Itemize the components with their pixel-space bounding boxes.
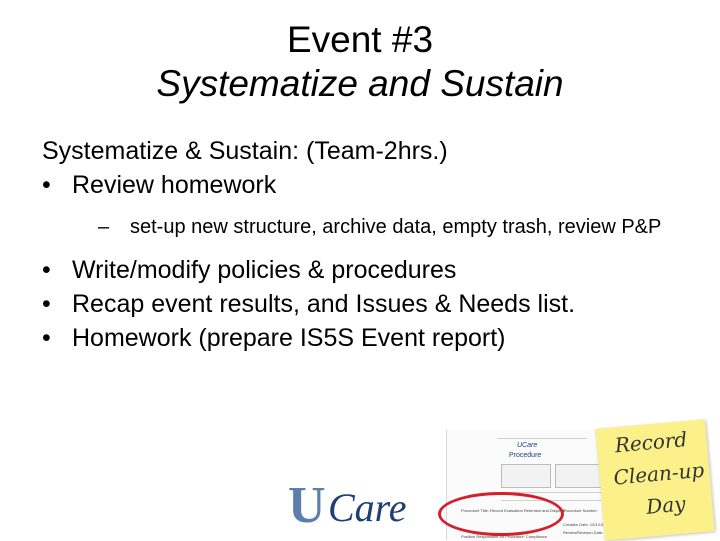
doc-rule <box>497 438 587 439</box>
sub-bullet-text: set-up new structure, archive data, empty trash, review P&P <box>130 216 662 238</box>
doc-position-responsible: Position Responsible for Procedure: Compliance <box>461 534 548 539</box>
bullet-marker: • <box>42 171 51 199</box>
bullet-marker: • <box>42 256 51 284</box>
doc-field-box <box>501 464 551 488</box>
slide-title <box>0 18 720 106</box>
title-line-1: Event #3 <box>286 19 434 60</box>
bullet-text: Recap event results, and Issues & Needs list. <box>72 290 576 318</box>
doc-procedure-number: Procedure Number: <box>563 508 598 513</box>
sticky-note-line-3: Day <box>645 491 687 519</box>
bullet-text: Write/modify policies & procedures <box>72 256 457 284</box>
sub-bullet-marker: – <box>98 216 110 238</box>
intro-text: Systematize & Sustain: (Team-2hrs.) <box>42 137 448 165</box>
doc-procedure-title: Procedure Title: Record Evaluation Retention and Disposal <box>461 508 566 513</box>
sub-bullet-item <box>98 214 682 241</box>
bullet-item <box>42 168 682 202</box>
sticky-note <box>595 419 714 540</box>
title-line-2: Systematize and Sustain <box>156 63 564 104</box>
bullet-item <box>42 287 682 321</box>
slide-body <box>42 134 682 355</box>
bullet-item <box>42 321 682 355</box>
sticky-note-line-1: Record <box>613 427 689 458</box>
doc-field-box <box>555 464 603 488</box>
doc-brand: UCare <box>517 442 538 449</box>
ucare-logo <box>288 477 428 534</box>
doc-creation-date: Creation Date: 10/1/13 <box>563 522 604 527</box>
bullet-text: Review homework <box>72 171 277 199</box>
doc-heading: Procedure <box>509 452 542 459</box>
logo-care: Care <box>328 485 407 530</box>
bullet-marker: • <box>42 290 51 318</box>
bullet-item <box>42 253 682 287</box>
logo-u: U <box>288 477 326 534</box>
bullet-marker: • <box>42 324 51 352</box>
doc-review-date: Review/Revision Date: <box>563 530 604 535</box>
sticky-note-line-2: Clean-up <box>612 457 706 490</box>
red-highlight-circle <box>438 492 564 536</box>
bullet-text: Homework (prepare IS5S Event report) <box>72 324 506 352</box>
